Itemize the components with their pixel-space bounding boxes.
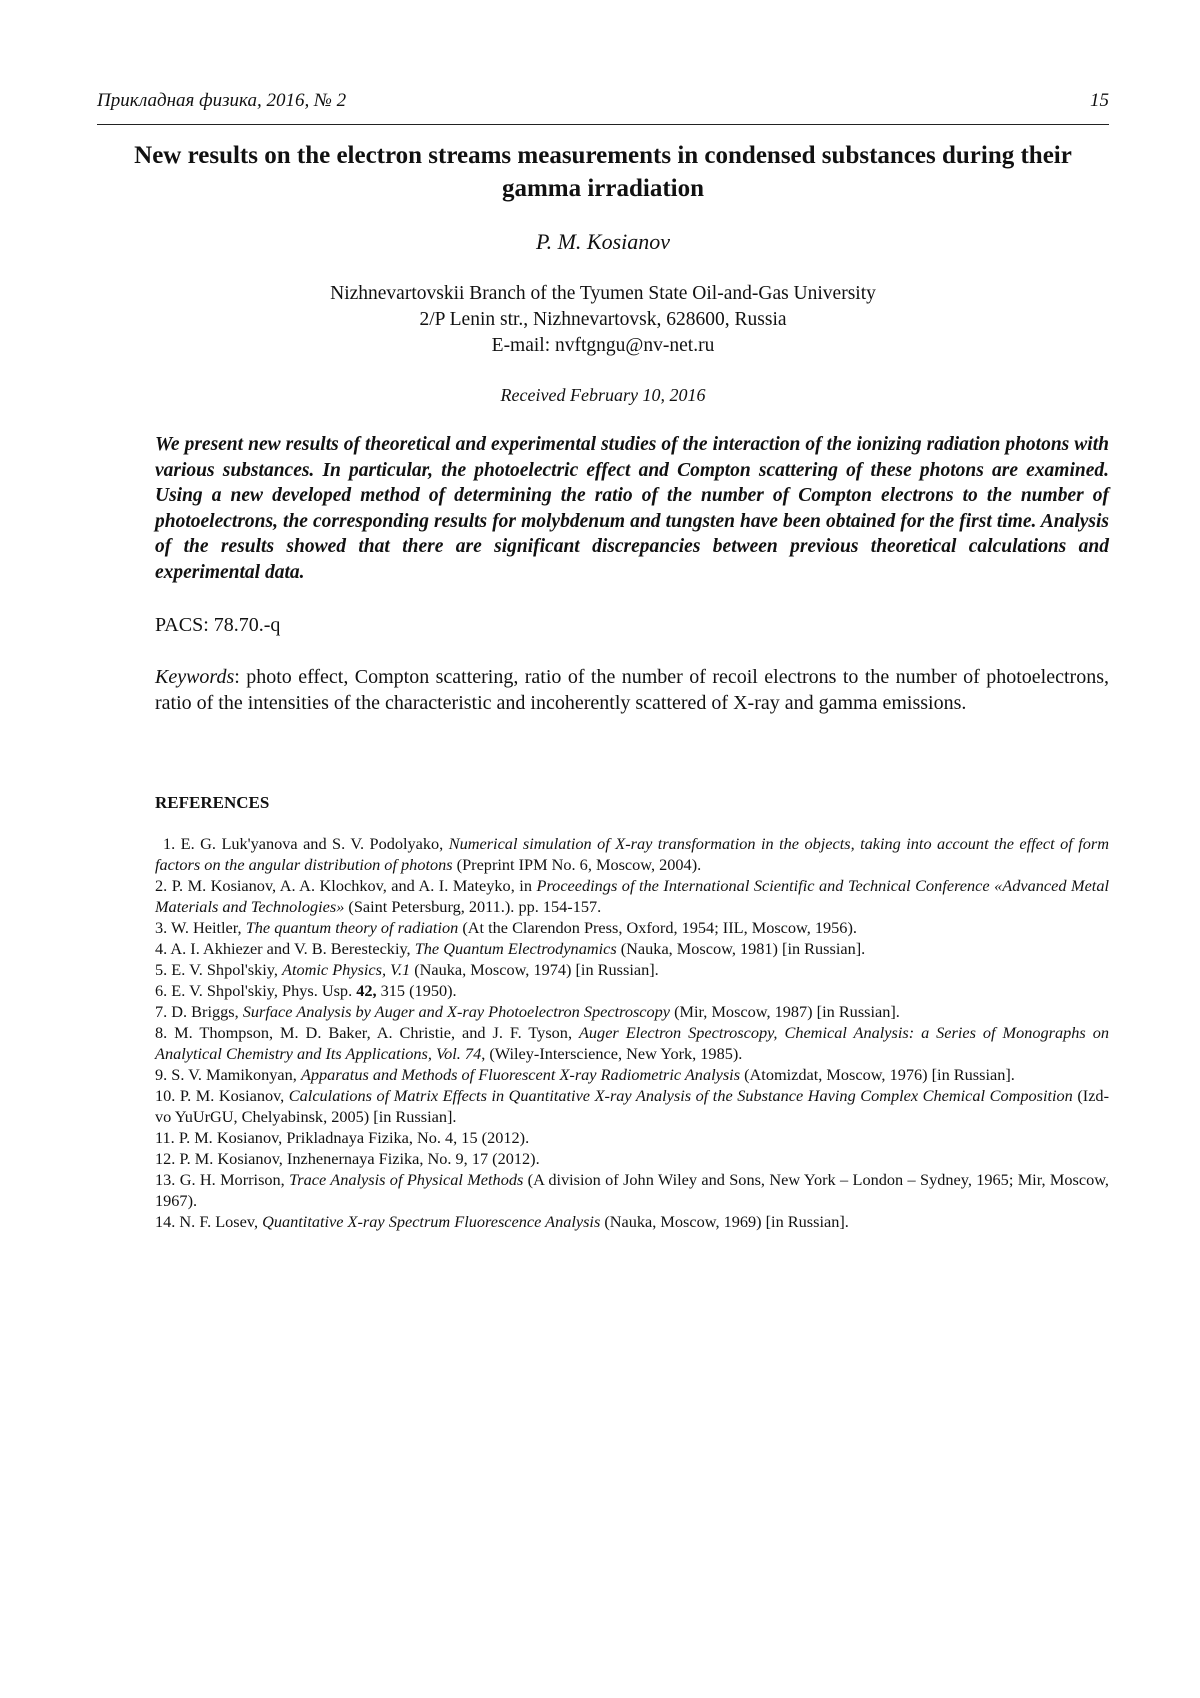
received-date: Received February 10, 2016 bbox=[500, 385, 706, 405]
reference-text: 9. S. V. Mamikonyan, bbox=[155, 1065, 301, 1084]
reference-item bbox=[155, 833, 1109, 875]
reference-text: 13. G. H. Morrison, bbox=[155, 1170, 290, 1189]
reference-details: 315 (1950). bbox=[376, 981, 457, 1000]
reference-item bbox=[155, 959, 1109, 980]
reference-text: 7. D. Briggs, bbox=[155, 1002, 243, 1021]
reference-details: (Nauka, Moscow, 1969) [in Russian]. bbox=[600, 1212, 849, 1231]
reference-item bbox=[155, 1085, 1109, 1127]
reference-text: 4. A. I. Akhiezer and V. B. Beresteckiy, bbox=[155, 939, 415, 958]
reference-item bbox=[155, 1169, 1109, 1211]
reference-details: (Saint Petersburg, 2011.). pp. 154-157. bbox=[344, 897, 602, 916]
reference-text: 11. P. M. Kosianov, Prikladnaya Fizika, No. 4, 15 (2012). bbox=[155, 1128, 530, 1147]
references-list bbox=[155, 833, 1109, 1232]
reference-title: The quantum theory of radiation bbox=[245, 918, 459, 937]
pacs-code: PACS: 78.70.-q bbox=[155, 614, 281, 636]
reference-details: (Atomizdat, Moscow, 1976) [in Russian]. bbox=[740, 1065, 1015, 1084]
reference-item bbox=[155, 1211, 1109, 1232]
reference-title: Atomic Physics, V.1 bbox=[282, 960, 411, 979]
reference-volume: 42, bbox=[356, 981, 377, 1000]
reference-text: 8. M. Thompson, M. D. Baker, A. Christie, and J. F. Tyson, bbox=[155, 1023, 579, 1042]
reference-item bbox=[155, 1001, 1109, 1022]
reference-text: 2. P. M. Kosianov, A. A. Klochkov, and A. I. Mateyko, in bbox=[155, 876, 537, 895]
reference-details: (Izd-vo YuUrGU, Chelyabinsk, 2005) [in Russian]. bbox=[155, 1086, 1109, 1126]
reference-title: Numerical simulation of X-ray transformation in the objects, taking into account the effect of form factors on the angular distribution of photons bbox=[155, 834, 1110, 874]
reference-title: Apparatus and Methods of Fluorescent X-ray Radiometric Analysis bbox=[300, 1065, 741, 1084]
affiliation-institution: Nizhnevartovskii Branch of the Tyumen State Oil-and-Gas University bbox=[330, 283, 876, 304]
keywords-label: Keywords bbox=[155, 666, 235, 688]
reference-text: 1. E. G. Luk'yanova and S. V. Podolyako, bbox=[163, 834, 449, 853]
reference-text: 14. N. F. Losev, bbox=[155, 1212, 263, 1231]
reference-item bbox=[155, 980, 1109, 1001]
reference-text: 3. W. Heitler, bbox=[155, 918, 246, 937]
reference-title: Proceedings of the International Scientific and Technical Conference «Advanced Metal Materials and Technologies» bbox=[155, 876, 1109, 916]
keywords bbox=[155, 664, 1109, 716]
reference-text: 10. P. M. Kosianov, bbox=[155, 1086, 289, 1105]
reference-item bbox=[155, 1022, 1109, 1064]
reference-title: Trace Analysis of Physical Methods bbox=[289, 1170, 524, 1189]
reference-title: Quantitative X-ray Spectrum Fluorescence Analysis bbox=[262, 1212, 601, 1231]
affiliation-block bbox=[97, 281, 1109, 359]
journal-name: Прикладная физика, 2016, № 2 bbox=[97, 90, 347, 111]
reference-title: Calculations of Matrix Effects in Quantitative X-ray Analysis of the Substance Having Complex Chemical Composition bbox=[288, 1086, 1073, 1105]
article-title: New results on the electron streams measurements in condensed substances during their gamma irradiation bbox=[134, 142, 1072, 202]
reference-details: (At the Clarendon Press, Oxford, 1954; IIL, Moscow, 1956). bbox=[458, 918, 857, 937]
reference-item bbox=[155, 1064, 1109, 1085]
reference-text: 12. P. M. Kosianov, Inzhenernaya Fizika, No. 9, 17 (2012). bbox=[155, 1149, 540, 1168]
reference-item bbox=[155, 938, 1109, 959]
reference-text: 5. E. V. Shpol'skiy, bbox=[155, 960, 283, 979]
abstract: We present new results of theoretical and experimental studies of the interaction of the ionizing radiation photons with various substances. In particular, the photoelectric effect and Compton scattering of these photons are examined. Using a new developed method of determining the ratio of the number of Compton electrons to the number of photoelectrons, the corresponding results for molybdenum and tungsten have been obtained for the first time. Analysis of the results showed that there are significant discrepancies between previous theoretical calculations and experimental data. bbox=[155, 434, 1109, 583]
reference-details: (Mir, Moscow, 1987) [in Russian]. bbox=[670, 1002, 900, 1021]
reference-details: (Preprint IPM No. 6, Moscow, 2004). bbox=[452, 855, 702, 874]
page-number: 15 bbox=[1090, 90, 1109, 111]
header-rule bbox=[97, 124, 1109, 125]
reference-text: 6. E. V. Shpol'skiy, Phys. Usp. bbox=[155, 981, 357, 1000]
reference-item bbox=[155, 875, 1109, 917]
reference-details: , (Wiley-Interscience, New York, 1985). bbox=[481, 1044, 743, 1063]
affiliation-address: 2/P Lenin str., Nizhnevartovsk, 628600, Russia bbox=[419, 309, 787, 330]
reference-title: Auger Electron Spectroscopy, Chemical Analysis: a Series of Monographs on Analytical Chemistry and Its Applications, Vol. 74 bbox=[155, 1023, 1109, 1063]
reference-item bbox=[155, 1127, 1109, 1148]
author-name: P. M. Kosianov bbox=[535, 229, 671, 254]
reference-title: Surface Analysis by Auger and X-ray Photoelectron Spectroscopy bbox=[242, 1002, 671, 1021]
affiliation-email: E-mail: nvftgngu@nv-net.ru bbox=[491, 335, 715, 356]
reference-item bbox=[155, 917, 1109, 938]
reference-details: (Nauka, Moscow, 1981) [in Russian]. bbox=[616, 939, 866, 958]
reference-title: The Quantum Electrodynamics bbox=[414, 939, 617, 958]
references-heading: REFERENCES bbox=[155, 793, 270, 812]
keywords-text: : photo effect, Compton scattering, ratio of the number of recoil electrons to the number of photoelectrons, ratio of the intensities of the characteristic and incoherently scattered of X-ray and gamma emissions. bbox=[155, 666, 1109, 714]
reference-item bbox=[155, 1148, 1109, 1169]
running-head bbox=[97, 90, 1109, 116]
reference-details: (A division of John Wiley and Sons, New York – London – Sydney, 1965; Mir, Moscow, 1967). bbox=[155, 1170, 1109, 1210]
reference-details: (Nauka, Moscow, 1974) [in Russian]. bbox=[410, 960, 659, 979]
